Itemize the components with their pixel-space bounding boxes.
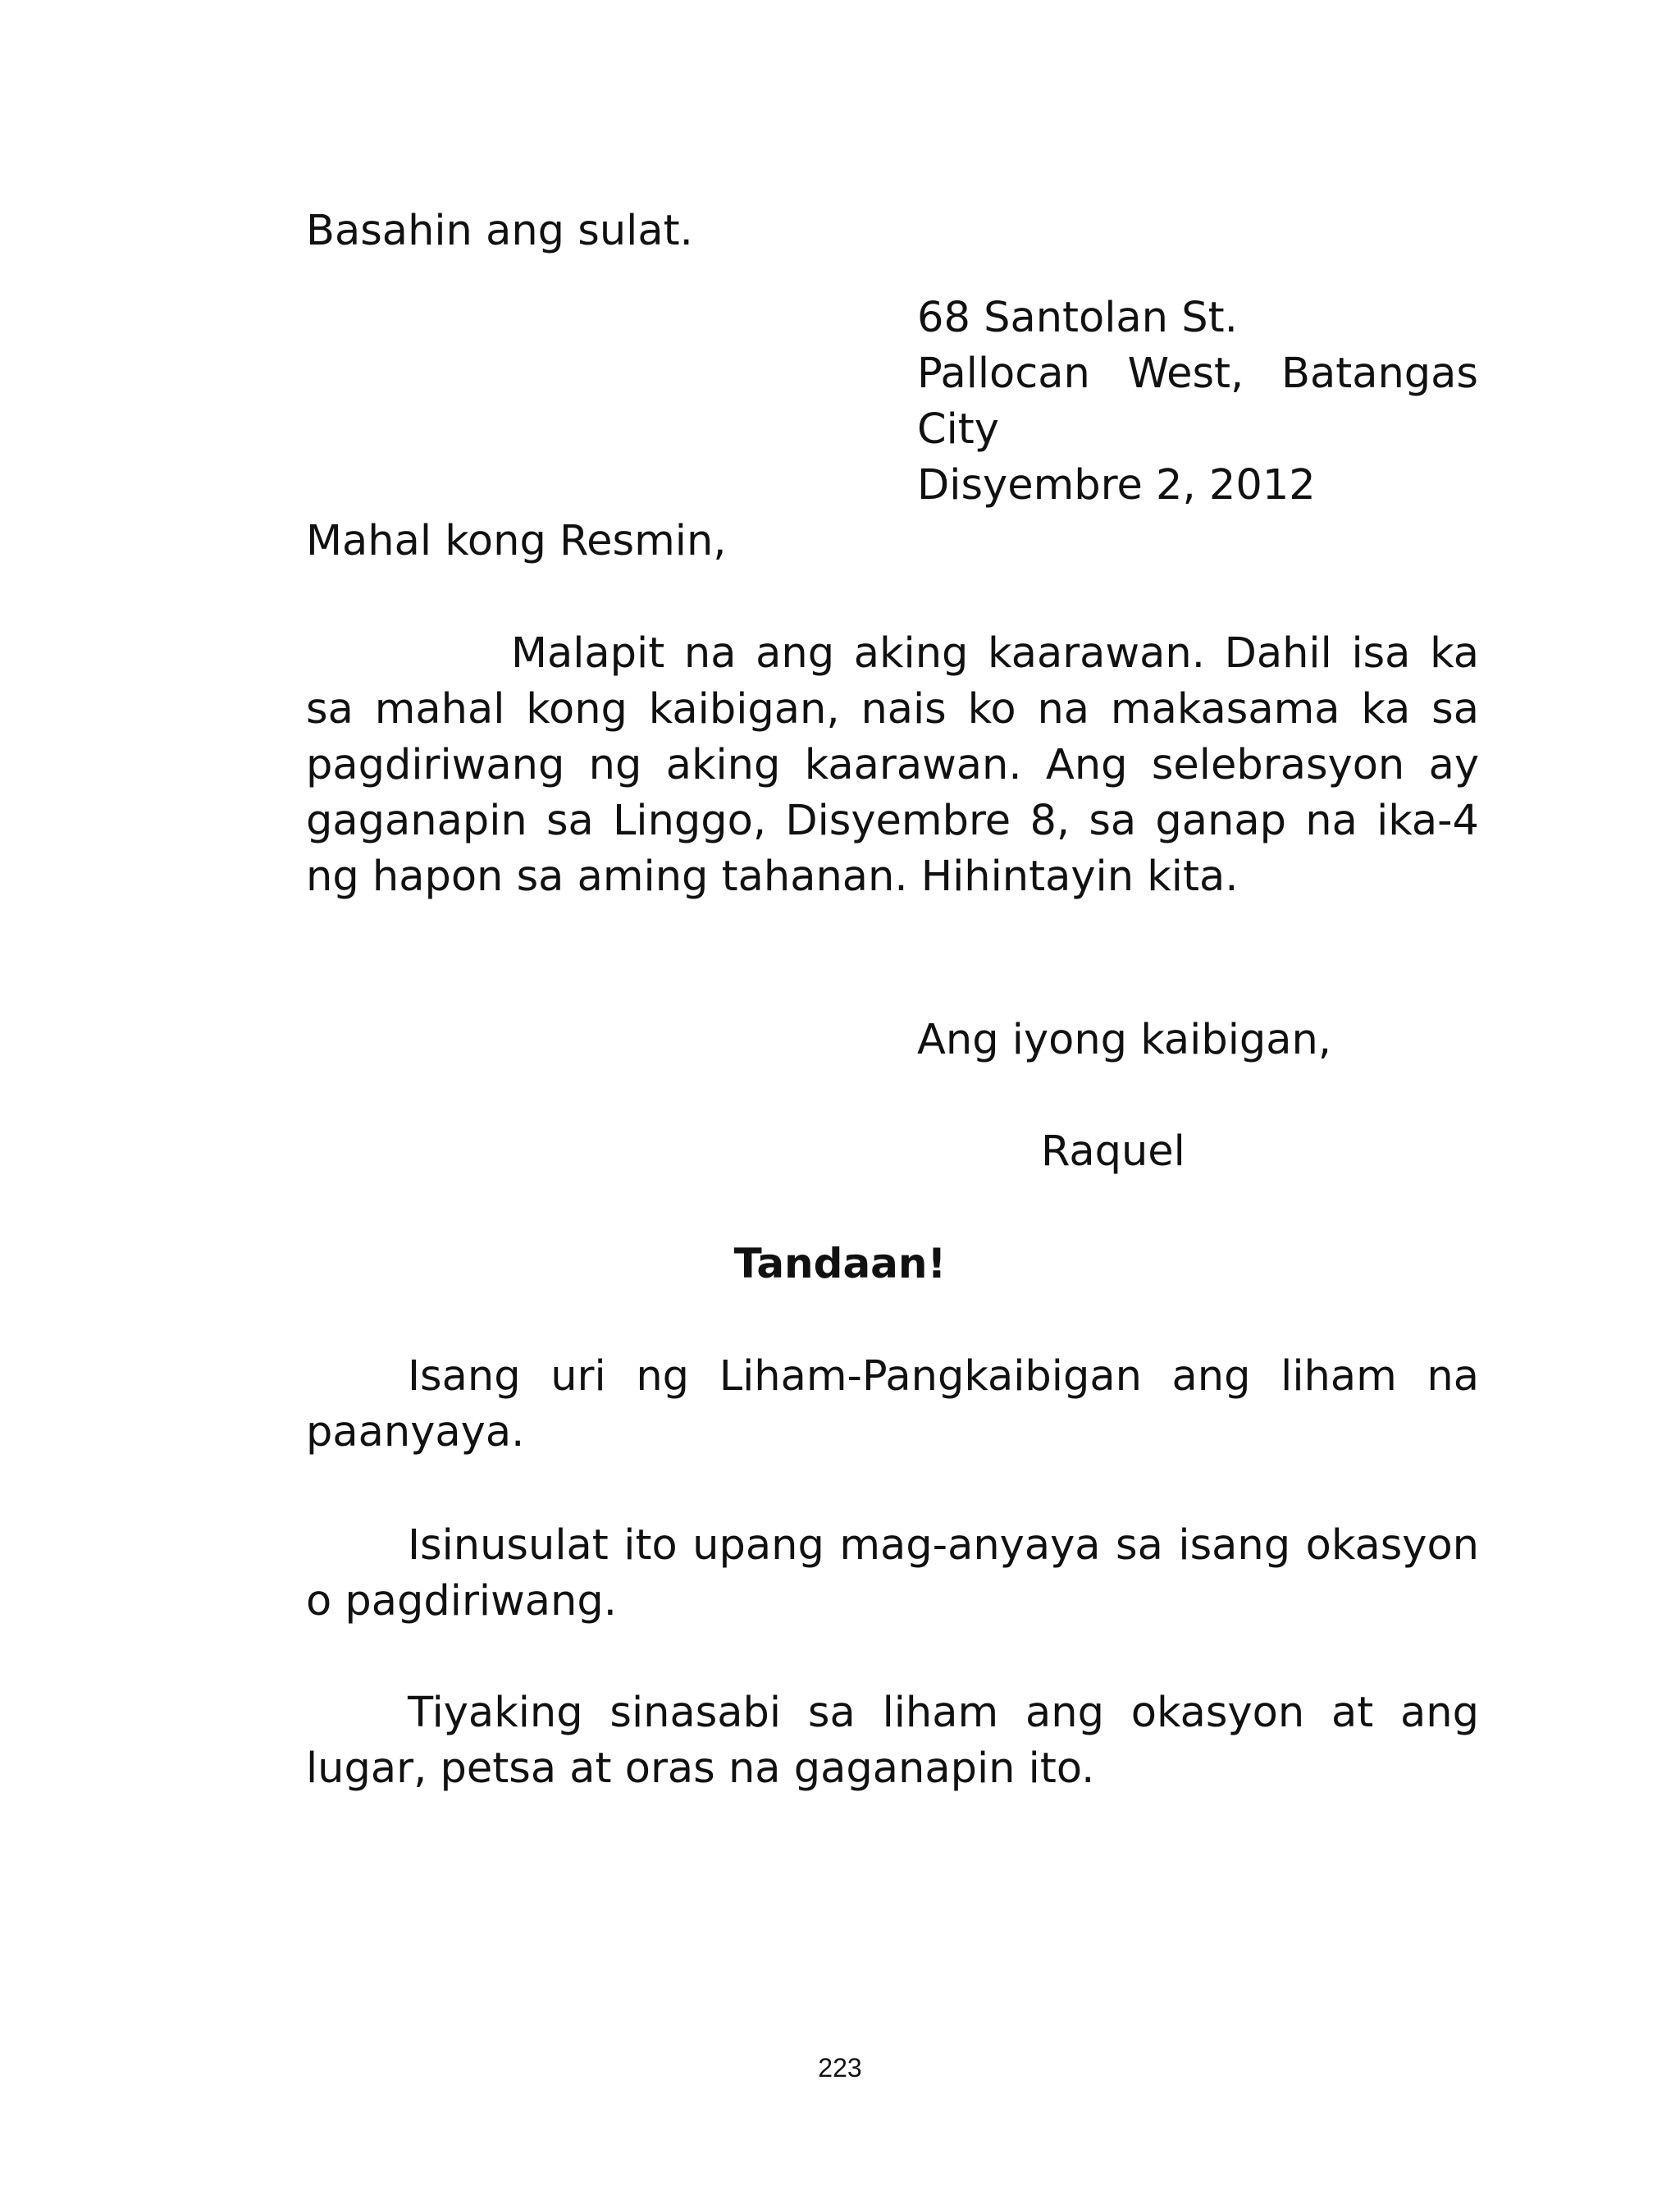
letter-closing: Ang iyong kaibigan, xyxy=(917,1016,1332,1064)
reminder-paragraph: Isinusulat ito upang mag-anyaya sa isang okasyon o pagdiriwang. xyxy=(306,1521,1479,1625)
letter-body: Malapit na ang aking kaarawan. Dahil isa ka sa mahal kong kaibigan, nais ko na makasama ka sa pagdiriwang ng aking kaarawan. Ang selebrasyon ay gaganapin sa Linggo, Disyembre 8, sa ganap na ika-4 ng hapon sa aming tahanan. Hihintayin kita. xyxy=(306,629,1479,901)
intro-instruction: Basahin ang sulat. xyxy=(306,207,693,255)
reminder-heading: Tandaan! xyxy=(733,1240,947,1287)
page-number: 223 xyxy=(818,2053,862,2083)
sender-address-line-1: 68 Santolan St. xyxy=(917,294,1238,342)
letter-signature: Raquel xyxy=(1041,1127,1185,1176)
reminder-paragraph: Isang uri ng Liham-Pangkaibigan ang liham na paanyaya. xyxy=(306,1352,1479,1456)
letter-salutation: Mahal kong Resmin, xyxy=(306,517,727,565)
reminder-paragraph: Tiyaking sinasabi sa liham ang okasyon at ang lugar, petsa at oras na gaganapin ito. xyxy=(306,1689,1479,1793)
sender-address-line-3: City xyxy=(917,405,999,454)
letter-date: Disyembre 2, 2012 xyxy=(917,461,1316,510)
sender-address-line-2: Pallocan West, Batangas xyxy=(917,350,1478,398)
